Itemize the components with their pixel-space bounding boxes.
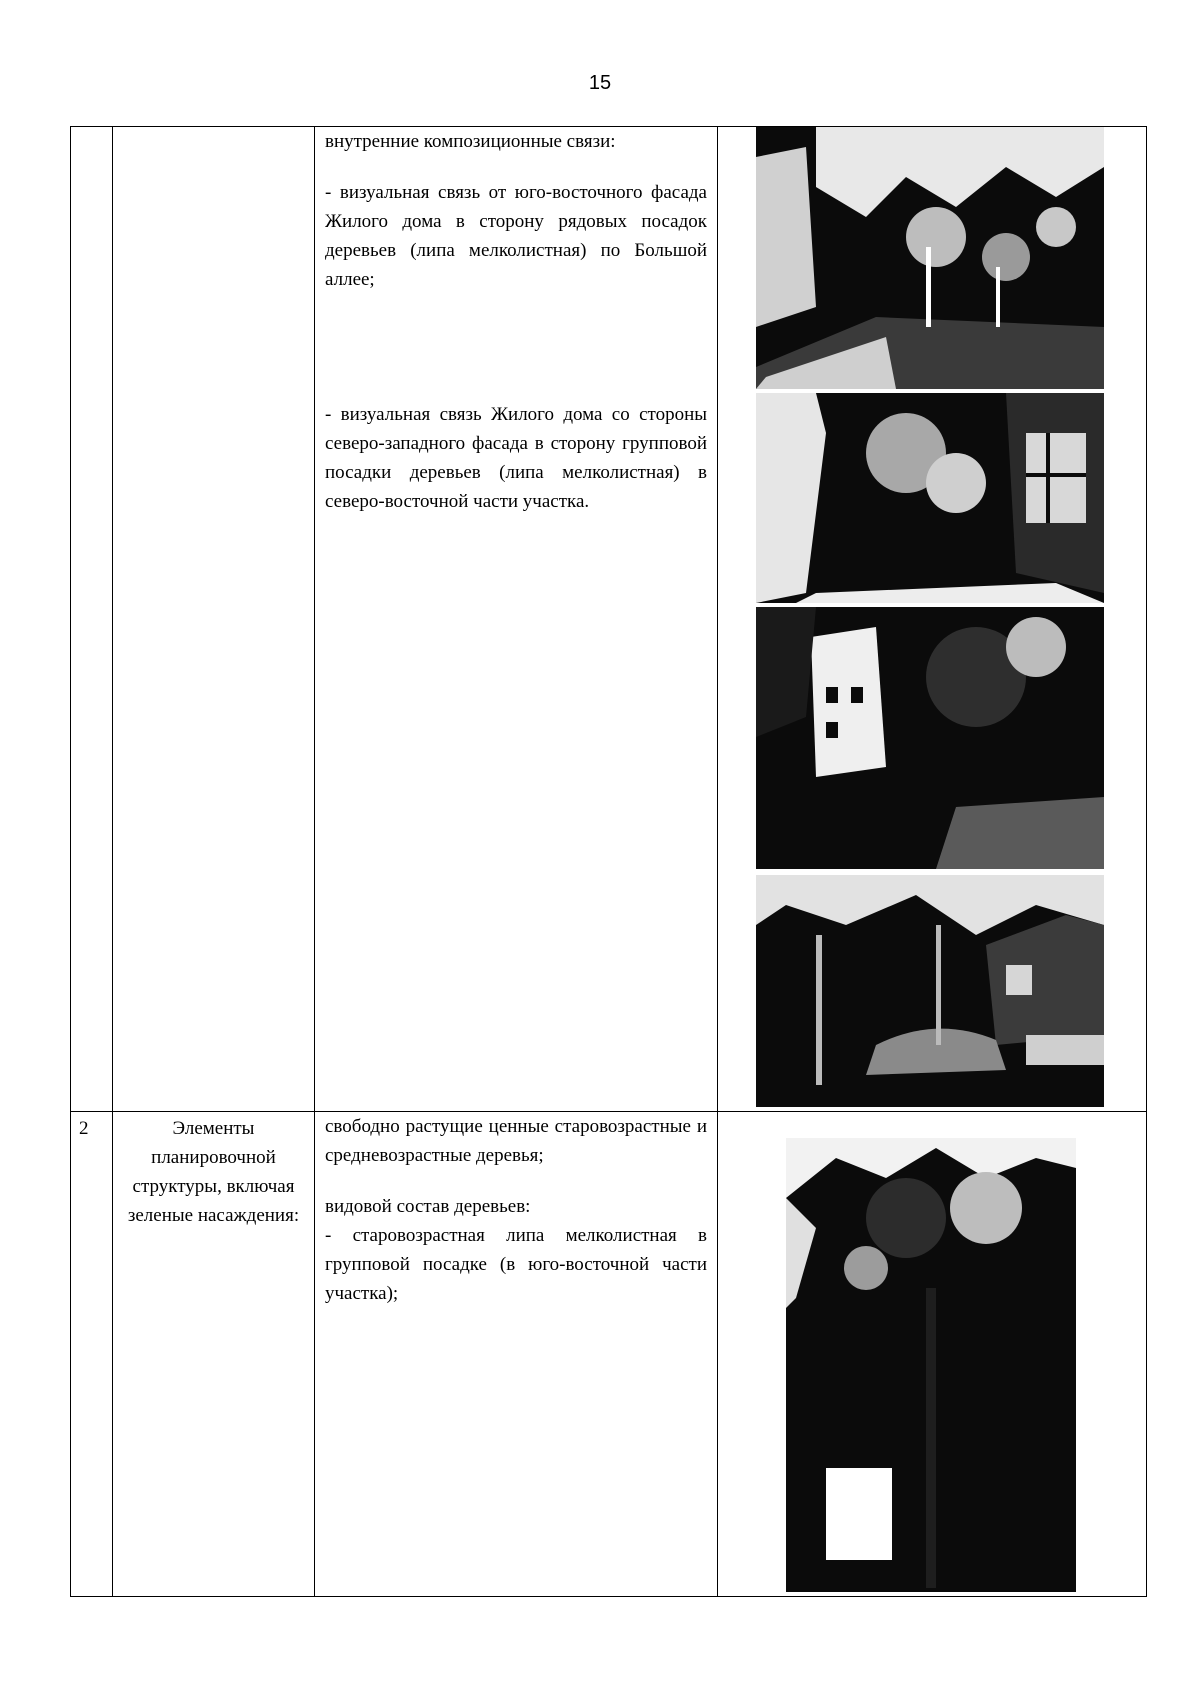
element-name-cell	[113, 127, 315, 1112]
photo-northwest-facade-view	[756, 393, 1104, 603]
row-number: 2	[79, 1118, 89, 1139]
photo-alley-view	[756, 127, 1104, 389]
element-name: Элементы планировочной структуры, включая зеленые насаждения:	[127, 1118, 300, 1226]
photo-tree-group-view	[756, 607, 1104, 869]
row-number	[71, 127, 112, 129]
description-paragraph: внутренние композиционные связи:	[325, 131, 616, 152]
page-number: 15	[588, 72, 612, 94]
description-paragraph: свободно растущие ценные старовозрастные и средневозрастные деревья;	[325, 1116, 707, 1166]
heritage-table	[70, 126, 1147, 1597]
description-cell	[315, 127, 718, 1112]
row-number-cell	[71, 1112, 113, 1597]
description-paragraph: - визуальная связь от юго-восточного фасада Жилого дома в сторону рядовых посадок деревьев (липа мелколистная) по Большой аллее;	[325, 182, 707, 290]
row-number-cell	[71, 127, 113, 1112]
table-row	[71, 127, 1147, 1112]
table-row	[71, 1112, 1147, 1597]
description-paragraph: - визуальная связь Жилого дома со стороны северо-западного фасада в сторону групповой посадки деревьев (липа мелколистная) в северо-восточной части участка.	[325, 404, 707, 512]
element-name	[113, 127, 314, 129]
photo-cell	[718, 1112, 1147, 1597]
description-paragraph: видовой состав деревьев:	[325, 1196, 531, 1217]
description-cell	[315, 1112, 718, 1597]
photo-linden-tree	[786, 1138, 1076, 1592]
description-paragraph: - старовозрастная липа мелколистная в групповой посадке (в юго-восточной части участка);	[325, 1225, 707, 1304]
element-name-cell	[113, 1112, 315, 1597]
photo-cell	[718, 127, 1147, 1112]
photo-street-view	[756, 875, 1104, 1107]
